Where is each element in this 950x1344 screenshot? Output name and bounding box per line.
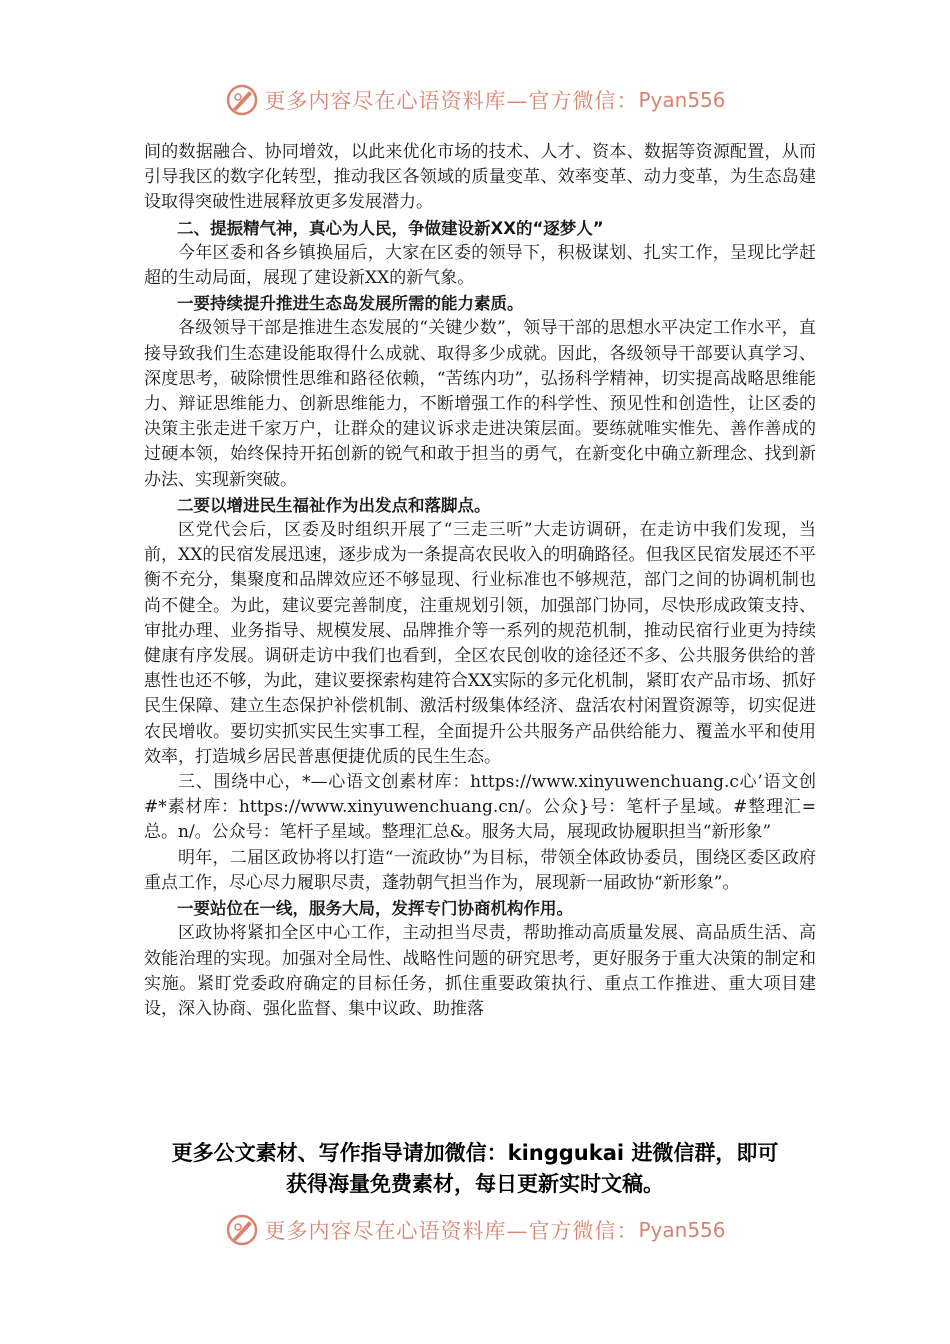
subheading-3: 一要站位在一线，服务大局，发挥专门协商机构作用。: [177, 899, 573, 919]
promo-line-2: 获得海量免费素材，每日更新实时文稿。: [286, 1172, 664, 1196]
paragraph-4: 区党代会后，区委及时组织开展了“三走三听”大走访调研，在走访中我们发现，当前，XX的民宿发展迅速，逐步成为一条提高农民收入的明确路径。但我区民宿发展还不平衡不充分，集聚度和品牌效应还不够显现、行业标准也不够规范，部门之间的协调机制也尚不健全。为此，建议要完善制度，注重规划引领，加强部门协同，尽快形成政策支持、审批办理、业务指导、规模发展、品牌推介等一系列的规范机制，推动民宿行业更为持续健康有序发展。调研走访中我们也看到，全区农民创收的途径还不多、公共服务供给的普惠性也还不够，为此，建议要探索构建符合XX实际的多元化机制，紧盯农产品市场、抓好民生保障、建立生态保护补偿机制、激活村级集体经济、盘活农村闲置资源等，切实促进农民增收。要切实抓实民生实事工程，全面提升公共服务产品供给能力、覆盖水平和使用效率，打造城乡居民普惠便捷优质的民生生态。: [144, 520, 816, 767]
watermark-header: [0, 80, 950, 120]
watermark-footer: [0, 1210, 950, 1250]
paragraph-1: 间的数据融合、协同增效，以此来优化市场的技术、人才、资本、数据等资源配置，从而引导我区的数字化转型，推动我区各领域的质量变革、效率变革、动力变革，为生态岛建设取得突破性进展释放更多发展潜力。: [144, 142, 816, 213]
subheading-2: 二要以增进民生福祉作为出发点和落脚点。: [177, 495, 491, 515]
paragraph-3: 各级领导干部是推进生态发展的“关键少数”，领导干部的思想水平决定工作水平，直接导致我们生态建设能取得什么成就、取得多少成就。因此，各级领导干部要认真学习、深度思考，破除惯性思维和路径依赖，“苦练内功”，弘扬科学精神，切实提高战略思维能力、辩证思维能力、创新思维能力，不断增强工作的科学性、预见性和创造性，让区委的决策主张走进千家万户，让群众的建议诉求走进决策层面。要练就唯实惟先、善作善成的过硬本领，始终保持开拓创新的锐气和敢于担当的勇气，在新变化中确立新理念、找到新办法、实现新突破。: [144, 318, 816, 490]
pen-logo-icon: [224, 82, 260, 118]
watermark-text: 更多内容尽在心语资料库—官方微信：: [264, 1219, 639, 1243]
watermark-wechat-id: Pyan556: [638, 88, 726, 112]
section-heading-3: 三、围绕中心，*—心语文创素材库：https://www.xinyuwenchuang.c心’语文创#*素材库：https://www.xinyuwenchuang.cn/。公众}号：笔杆子星域。#整理汇=总。n/。公众号：笔杆子星域。整理汇总&。服务大局，展现政协履职担当“新形象”: [144, 772, 816, 843]
paragraph-2: 今年区委和各乡镇换届后，大家在区委的领导下，积极谋划、扎实工作，呈现比学赶超的生动局面，展现了建设新XX的新气象。: [144, 242, 816, 289]
document-body: [144, 140, 816, 1022]
watermark-text: 更多内容尽在心语资料库—官方微信：: [264, 89, 639, 113]
subheading-1: 一要持续提升推进生态岛发展所需的能力素质。: [177, 294, 524, 314]
promo-banner: [120, 1138, 830, 1200]
paragraph-5: 明年，二届区政协将以打造“一流政协”为目标，带领全体政协委员，围绕区委区政府重点工作，尽心尽力履职尽责，蓬勃朝气担当作为，展现新一届政协“新形象”。: [144, 847, 816, 893]
watermark-wechat-id: Pyan556: [638, 1218, 726, 1242]
section-heading-2: 二、提振精气神，真心为人民，争做建设新XX的“逐梦人”: [177, 218, 604, 238]
paragraph-6: 区政协将紧扣全区中心工作，主动担当尽责，帮助推动高质量发展、高品质生活、高效能治理的实现。加强对全局性、战略性问题的研究思考，更好服务于重大决策的制定和实施。紧盯党委政府确定的目标任务，抓住重要政策执行、重点工作推进、重大项目建设，深入协商、强化监督、集中议政、助推落: [144, 923, 816, 1019]
promo-line-1: 更多公文素材、写作指导请加微信：kinggukai 进微信群，即可: [171, 1141, 779, 1165]
pen-logo-icon: [224, 1212, 260, 1248]
